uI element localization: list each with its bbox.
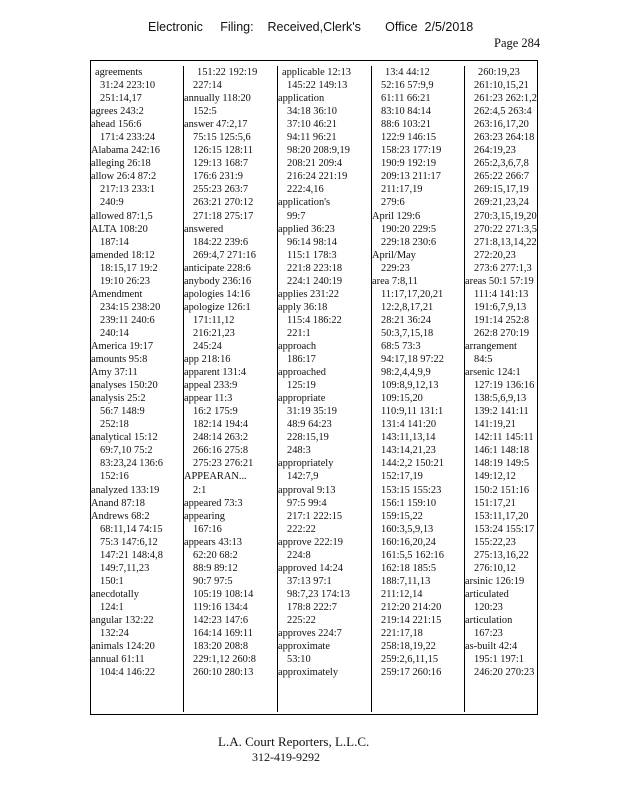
- index-page-refs: 155:22,23: [474, 536, 516, 548]
- index-entry: approves 224:7: [278, 628, 342, 640]
- index-page-refs: 164:14 169:11: [193, 628, 253, 640]
- word-index-table: [90, 60, 538, 715]
- index-entry: approve 222:19: [278, 536, 343, 548]
- index-page-refs: 266:16 275:8: [193, 445, 249, 457]
- index-page-refs: 152:16: [100, 471, 129, 483]
- index-page-refs: 53:10: [287, 654, 311, 666]
- index-page-refs: 255:23 263:7: [193, 184, 249, 196]
- index-page-refs: 52:16 57:9,9: [381, 80, 434, 92]
- index-page-refs: 167:23: [474, 628, 503, 640]
- index-page-refs: 109:15,20: [381, 393, 423, 405]
- index-page-refs: 262:8 270:19: [474, 327, 530, 339]
- index-page-refs: 251:14,17: [100, 93, 142, 105]
- index-entry: arsenic 124:1: [465, 367, 521, 379]
- index-entry: analyzed 133:19: [91, 484, 160, 496]
- index-entry: arsinic 126:19: [465, 575, 525, 587]
- index-entry: approach: [278, 340, 317, 352]
- index-page-refs: 260:19,23: [478, 67, 520, 78]
- footer-court-reporter: L.A. Court Reporters, L.L.C.: [218, 734, 370, 749]
- index-entry: allow 26:4 87:2: [91, 171, 157, 183]
- index-page-refs: 98:7,23 174:13: [287, 588, 350, 600]
- index-page-refs: 104:4 146:22: [100, 667, 156, 679]
- index-column-5: [464, 66, 540, 712]
- index-page-refs: 145:22 149:13: [287, 80, 348, 92]
- index-page-refs: 94:11 96:21: [287, 132, 337, 144]
- index-page-refs: 187:14: [100, 236, 129, 248]
- index-page-refs: 261:10,15,21: [474, 80, 529, 92]
- index-page-refs: 11:17,17,20,21: [381, 288, 444, 300]
- index-page-refs: 269:15,17,19: [474, 184, 529, 196]
- index-page-refs: 190:9 192:19: [381, 158, 437, 170]
- index-page-refs: 28:21 36:24: [381, 314, 431, 326]
- index-page-refs: 56:7 148:9: [100, 406, 145, 418]
- index-page-refs: 209:13 211:17: [381, 171, 441, 183]
- index-page-refs: 261:23 262:1,2: [474, 93, 537, 105]
- index-page-refs: 265:22 266:7: [474, 171, 530, 183]
- index-entry: animals 124:20: [91, 641, 155, 653]
- index-entry: answered: [184, 223, 224, 235]
- index-page-refs: 129:13 168:7: [193, 158, 249, 170]
- index-page-refs: 217:13 233:1: [100, 184, 156, 196]
- index-entry: annual 61:11: [91, 654, 145, 666]
- index-page-refs: 240:14: [100, 327, 129, 339]
- index-entry: analyses 150:20: [91, 380, 158, 392]
- index-entry: approximately: [278, 667, 339, 679]
- index-page-refs: 184:22 239:6: [193, 236, 249, 248]
- index-page-refs: 75:3 147:6,12: [100, 536, 158, 548]
- index-page-refs: 224:1 240:19: [287, 275, 343, 287]
- index-page-refs: 167:16: [193, 523, 222, 535]
- index-page-refs: 260:10 280:13: [193, 667, 254, 679]
- index-page-refs: 263:21 270:12: [193, 197, 254, 209]
- index-page-refs: 272:20,23: [474, 249, 516, 261]
- index-entry: applied 36:23: [278, 223, 335, 235]
- index-page-refs: 149:7,11,23: [100, 562, 150, 574]
- index-page-refs: 126:15 128:11: [193, 145, 253, 157]
- index-page-refs: 222:4,16: [287, 184, 324, 196]
- index-page-refs: 221:8 223:18: [287, 262, 343, 274]
- index-page-refs: 97:5 99:4: [287, 497, 327, 509]
- index-entry: angular 132:22: [91, 614, 154, 626]
- index-page-refs: 178:8 222:7: [287, 601, 337, 613]
- index-page-refs: 98:20 208:9,19: [287, 145, 350, 157]
- index-page-refs: 229:18 230:6: [381, 236, 437, 248]
- index-page-refs: 263:23 264:18: [474, 132, 535, 144]
- index-page-refs: 248:14 263:2: [193, 432, 249, 444]
- index-page-refs: 275:13,16,22: [474, 549, 529, 561]
- index-page-refs: 61:11 66:21: [381, 93, 431, 105]
- index-entry: applies 231:22: [278, 288, 339, 300]
- index-page-refs: 75:15 125:5,6: [193, 132, 251, 144]
- index-page-refs: 31:19 35:19: [287, 406, 337, 418]
- index-entry: articulation: [465, 614, 513, 626]
- index-page-refs: 245:24: [193, 340, 222, 352]
- index-entry: April 129:6: [372, 210, 421, 222]
- index-page-refs: 88:9 89:12: [193, 562, 238, 574]
- index-page-refs: 229:23: [381, 262, 410, 274]
- index-page-refs: 125:19: [287, 380, 316, 392]
- index-page-refs: 94:17,18 97:22: [381, 354, 444, 366]
- index-page-refs: 152:5: [193, 106, 217, 118]
- index-page-refs: 171:4 233:24: [100, 132, 156, 144]
- index-entry: Alabama 242:16: [91, 145, 160, 157]
- index-page-refs: 68:11,14 74:15: [100, 523, 163, 535]
- index-entry: appear 11:3: [184, 393, 233, 405]
- index-page-refs: 115:4 186:22: [287, 314, 342, 326]
- index-page-refs: 142:7,9: [287, 471, 319, 483]
- index-page-refs: 144:2,2 150:21: [381, 458, 444, 470]
- index-page-refs: 211:12,14: [381, 588, 423, 600]
- index-page-refs: 248:3: [287, 445, 311, 457]
- index-page-refs: 270:22 271:3,5: [474, 223, 537, 235]
- index-entry: apologize 126:1: [184, 301, 251, 313]
- index-entry: America 19:17: [91, 340, 154, 352]
- index-page-refs: 148:19 149:5: [474, 458, 530, 470]
- index-page-refs: 143:11,13,14: [381, 432, 436, 444]
- index-page-refs: 191:6,7,9,13: [474, 301, 527, 313]
- index-page-refs: 152:17,19: [381, 471, 423, 483]
- index-column-3: [277, 66, 372, 712]
- index-page-refs: 115:1 178:3: [287, 249, 337, 261]
- index-page-refs: 161:5,5 162:16: [381, 549, 444, 561]
- index-page-refs: 88:6 103:21: [381, 119, 431, 131]
- index-column-4: [371, 66, 465, 712]
- index-page-refs: 69:7,10 75:2: [100, 445, 153, 457]
- index-page-refs: 222:22: [287, 523, 316, 535]
- index-page-refs: 171:11,12: [193, 314, 235, 326]
- index-page-refs: 151:17,21: [474, 497, 516, 509]
- index-page-refs: 142:11 145:11: [474, 432, 534, 444]
- index-page-refs: 259:2,6,11,15: [381, 654, 439, 666]
- index-entry: anybody 236:16: [184, 275, 252, 287]
- index-page-refs: 120:23: [474, 601, 503, 613]
- index-entry: annually 118:20: [184, 93, 251, 105]
- index-entry: amended 18:12: [91, 249, 155, 261]
- index-page-refs: 263:16,17,20: [474, 119, 529, 131]
- index-page-refs: 19:10 26:23: [100, 275, 150, 287]
- index-entry: agrees 243:2: [91, 106, 144, 118]
- index-page-refs: 160:3,5,9,13: [381, 523, 434, 535]
- index-page-refs: 258:18,19,22: [381, 641, 436, 653]
- index-entry: appearing: [184, 510, 225, 522]
- index-page-refs: 83:10 84:14: [381, 106, 431, 118]
- index-page-refs: 265:2,3,6,7,8: [474, 158, 529, 170]
- index-page-refs: 176:6 231:9: [193, 171, 243, 183]
- index-page-refs: 160:16,20,24: [381, 536, 436, 548]
- index-entry: apologies 14:16: [184, 288, 251, 300]
- index-page-refs: 83:23,24 136:6: [100, 458, 163, 470]
- index-page-refs: 262:4,5 263:4: [474, 106, 532, 118]
- index-page-refs: 273:6 277:1,3: [474, 262, 532, 274]
- index-page-refs: 90:7 97:5: [193, 575, 233, 587]
- index-page-refs: 191:14 252:8: [474, 314, 530, 326]
- index-entry: Andrews 68:2: [91, 510, 150, 522]
- index-page-refs: 225:22: [287, 614, 316, 626]
- index-entry: area 7:8,11: [372, 275, 418, 287]
- index-page-refs: 190:20 229:5: [381, 223, 437, 235]
- index-page-refs: 132:24: [100, 628, 129, 640]
- index-page-refs: 158:23 177:19: [381, 145, 442, 157]
- index-page-refs: 216:21,23: [193, 327, 235, 339]
- index-page-refs: 246:20 270:23: [474, 667, 535, 679]
- index-page-refs: 146:1 148:18: [474, 445, 530, 457]
- index-page-refs: 221:1: [287, 327, 311, 339]
- index-entry: agreements: [95, 67, 143, 78]
- index-page-refs: 195:1 197:1: [474, 654, 524, 666]
- index-page-refs: 270:3,15,19,20: [474, 210, 537, 222]
- index-entry: areas 50:1 57:19: [465, 275, 534, 287]
- index-entry: appears 43:13: [184, 536, 242, 548]
- index-entry: application's: [278, 197, 331, 209]
- index-entry: analysis 25:2: [91, 393, 146, 405]
- index-page-refs: 252:18: [100, 419, 129, 431]
- index-page-refs: 224:8: [287, 549, 311, 561]
- index-page-refs: 105:19 108:14: [193, 588, 254, 600]
- index-entry: anticipate 228:6: [184, 262, 251, 274]
- index-entry: APPEARAN...: [184, 471, 247, 483]
- index-page-refs: 153:15 155:23: [381, 484, 442, 496]
- index-page-refs: 110:9,11 131:1: [381, 406, 444, 418]
- index-page-refs: 271:8,13,14,22: [474, 236, 537, 248]
- index-page-refs: 234:15 238:20: [100, 301, 161, 313]
- index-page-refs: 188:7,11,13: [381, 575, 431, 587]
- index-page-refs: 239:11 240:6: [100, 314, 155, 326]
- index-entry: Anand 87:18: [91, 497, 145, 509]
- index-page-refs: 2:1: [193, 484, 207, 496]
- index-page-refs: 259:17 260:16: [381, 667, 442, 679]
- index-page-refs: 269:4,7 271:16: [193, 249, 256, 261]
- index-page-refs: 37:13 97:1: [287, 575, 332, 587]
- index-entry: Amendment: [91, 288, 143, 300]
- index-entry: as-built 42:4: [465, 641, 518, 653]
- index-page-refs: 183:20 208:8: [193, 641, 249, 653]
- index-page-refs: 18:15,17 19:2: [100, 262, 158, 274]
- index-entry: allowed 87:1,5: [91, 210, 153, 222]
- index-page-refs: 141:19,21: [474, 419, 516, 431]
- index-page-refs: 119:16 134:4: [193, 601, 248, 613]
- index-page-refs: 182:14 194:4: [193, 419, 249, 431]
- index-page-refs: 275:23 276:21: [193, 458, 254, 470]
- index-entry: arrangement: [465, 340, 517, 352]
- index-page-refs: 229:1,12 260:8: [193, 654, 256, 666]
- index-page-refs: 13:4 44:12: [385, 67, 430, 78]
- index-column-2: [183, 66, 278, 712]
- index-page-refs: 34:18 36:10: [287, 106, 337, 118]
- index-page-refs: 153:24 155:17: [474, 523, 535, 535]
- index-page-refs: 150:1: [100, 575, 124, 587]
- index-entry: appropriately: [278, 458, 334, 470]
- index-entry: appeared 73:3: [184, 497, 243, 509]
- index-entry: approval 9:13: [278, 484, 336, 496]
- index-page-refs: 48:9 64:23: [287, 419, 332, 431]
- index-entry: articulated: [465, 588, 509, 600]
- index-page-refs: 151:22 192:19: [197, 67, 258, 78]
- index-entry: amounts 95:8: [91, 354, 148, 366]
- index-page-refs: 217:1 222:15: [287, 510, 343, 522]
- index-page-refs: 98:2,4,4,9,9: [381, 367, 431, 379]
- index-page-refs: 109:8,9,12,13: [381, 380, 439, 392]
- index-page-refs: 16:2 175:9: [193, 406, 238, 418]
- index-page-refs: 211:17,19: [381, 184, 423, 196]
- index-page-refs: 208:21 209:4: [287, 158, 343, 170]
- index-page-refs: 127:19 136:16: [474, 380, 535, 392]
- index-page-refs: 153:11,17,20: [474, 510, 529, 522]
- index-page-refs: 50:3,7,15,18: [381, 327, 434, 339]
- footer-phone: 312-419-9292: [252, 750, 320, 764]
- index-page-refs: 162:18 185:5: [381, 562, 437, 574]
- index-page-refs: 96:14 98:14: [287, 236, 337, 248]
- index-entry: apparent 131:4: [184, 367, 247, 379]
- index-page-refs: 271:18 275:17: [193, 210, 254, 222]
- index-entry: April/May: [372, 249, 416, 261]
- index-entry: application: [278, 93, 325, 105]
- index-entry: app 218:16: [184, 354, 231, 366]
- index-page-refs: 269:21,23,24: [474, 197, 529, 209]
- index-page-refs: 212:20 214:20: [381, 601, 442, 613]
- index-page-refs: 228:15,19: [287, 432, 329, 444]
- index-page-refs: 139:2 141:11: [474, 406, 529, 418]
- index-entry: Amy 37:11: [91, 367, 138, 379]
- index-page-refs: 150:2 151:16: [474, 484, 530, 496]
- index-page-refs: 276:10,12: [474, 562, 516, 574]
- index-page-refs: 111:4 141:13: [474, 288, 529, 300]
- page-number: Page 284: [494, 36, 541, 50]
- index-page-refs: 219:14 221:15: [381, 614, 442, 626]
- index-page-refs: 142:23 147:6: [193, 614, 249, 626]
- index-page-refs: 240:9: [100, 197, 124, 209]
- index-page-refs: 84:5: [474, 354, 493, 366]
- index-page-refs: 227:14: [193, 80, 222, 92]
- index-column-1: [91, 66, 183, 712]
- index-page-refs: 156:1 159:10: [381, 497, 437, 509]
- index-entry: anecdotally: [91, 588, 139, 600]
- index-page-refs: 264:19,23: [474, 145, 516, 157]
- index-page-refs: 138:5,6,9,13: [474, 393, 527, 405]
- index-entry: alleging 26:18: [91, 158, 151, 170]
- index-entry: ahead 156:6: [91, 119, 142, 131]
- filing-stamp-header: Electronic Filing: Received,Clerk's Office 2/5/2018: [148, 20, 474, 34]
- index-entry: appropriate: [278, 393, 326, 405]
- index-page-refs: 216:24 221:19: [287, 171, 348, 183]
- index-entry: answer 47:2,17: [184, 119, 248, 131]
- index-page-refs: 221:17,18: [381, 628, 423, 640]
- index-page-refs: 122:9 146:15: [381, 132, 437, 144]
- index-page-refs: 149:12,12: [474, 471, 516, 483]
- index-entry: approved 14:24: [278, 562, 343, 574]
- index-page-refs: 159:15,22: [381, 510, 423, 522]
- index-page-refs: 68:5 73:3: [381, 340, 421, 352]
- index-page-refs: 143:14,21,23: [381, 445, 436, 457]
- index-page-refs: 147:21 148:4,8: [100, 549, 163, 561]
- index-entry: applicable 12:13: [282, 67, 351, 78]
- index-entry: appeal 233:9: [184, 380, 238, 392]
- index-page-refs: 131:4 141:20: [381, 419, 437, 431]
- index-page-refs: 279:6: [381, 197, 405, 209]
- index-page-refs: 124:1: [100, 601, 124, 613]
- index-entry: approached: [278, 367, 326, 379]
- index-entry: apply 36:18: [278, 301, 328, 313]
- index-page-refs: 186:17: [287, 354, 316, 366]
- index-page-refs: 12:2,8,17,21: [381, 301, 434, 313]
- index-entry: analytical 15:12: [91, 432, 158, 444]
- index-entry: ALTA 108:20: [91, 223, 148, 235]
- index-page-refs: 62:20 68:2: [193, 549, 238, 561]
- index-page-refs: 99:7: [287, 210, 306, 222]
- index-page-refs: 31:24 223:10: [100, 80, 156, 92]
- index-page-refs: 37:10 46:21: [287, 119, 337, 131]
- index-entry: approximate: [278, 641, 330, 653]
